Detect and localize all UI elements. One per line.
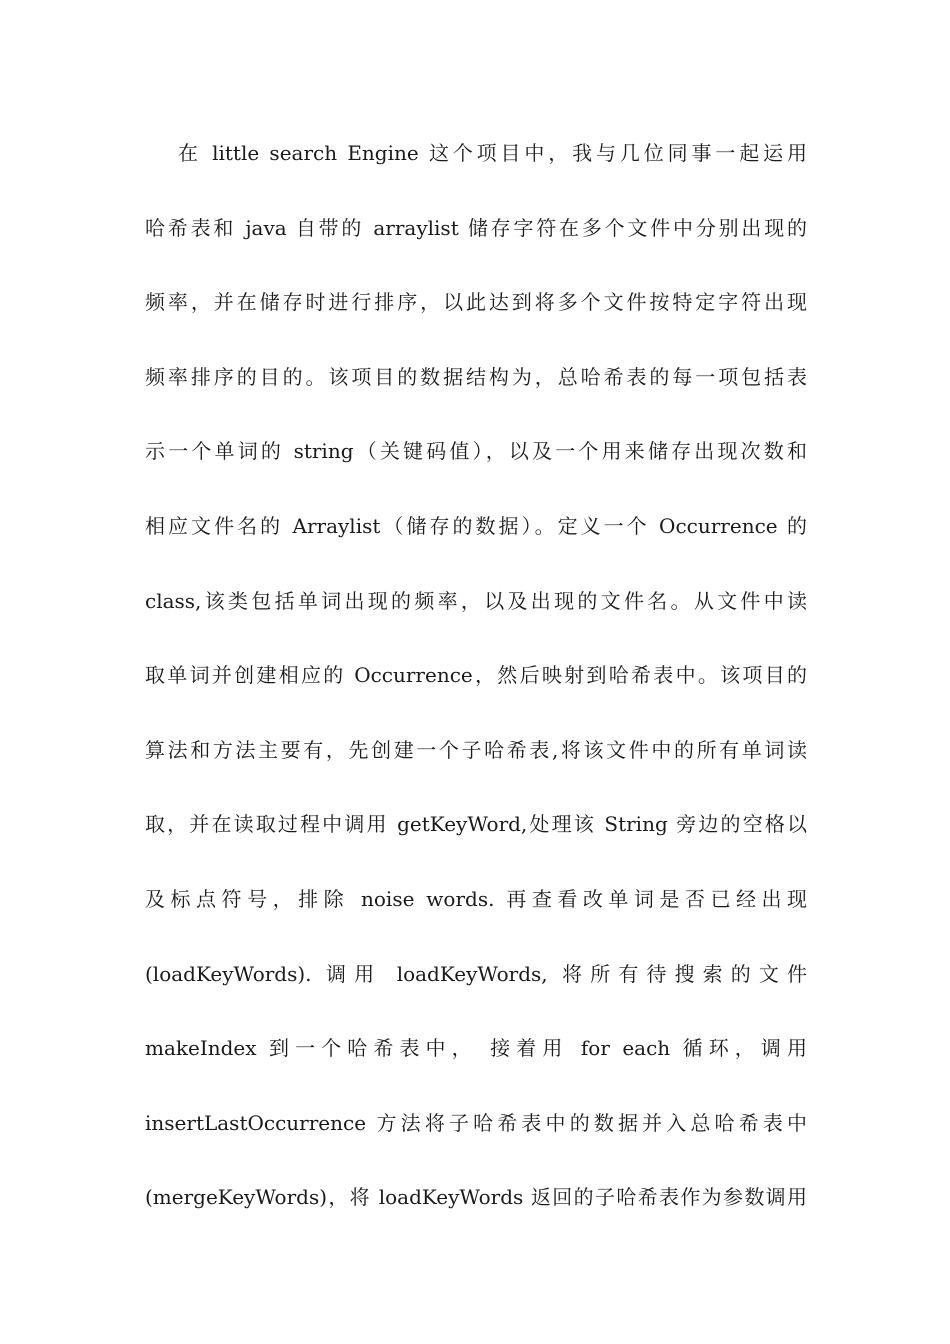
text-line: 频率，并在储存时进行排序，以此达到将多个文件按特定字符出现 [145, 290, 807, 315]
text-line: 频率排序的目的。该项目的数据结构为，总哈希表的每一项包括表 [145, 364, 807, 389]
text-line: (loadKeyWords). 调用 loadKeyWords, 将所有待搜索的文件 [145, 961, 807, 986]
body-paragraph [145, 133, 807, 1252]
text-line: 及标点符号，排除 noise words. 再查看改单词是否已经出现 [145, 886, 807, 911]
text-line: 示一个单词的 string（关键码值），以及一个用来储存出现次数和 [145, 439, 807, 464]
text-line: 相应文件名的 Arraylist（储存的数据）。定义一个 Occurrence 的 [145, 513, 807, 538]
text-line: insertLastOccurrence 方法将子哈希表中的数据并入总哈希表中 [145, 1110, 807, 1135]
text-line: 在 little search Engine 这个项目中，我与几位同事一起运用 [178, 141, 807, 165]
text-line: 哈希表和 java 自带的 arraylist 储存字符在多个文件中分别出现的 [145, 215, 807, 240]
text-line: class,该类包括单词出现的频率，以及出现的文件名。从文件中读 [145, 588, 807, 613]
text-line: makeIndex 到一个哈希表中， 接着用 for each 循环，调用 [145, 1036, 807, 1061]
text-line: (mergeKeyWords)，将 loadKeyWords 返回的子哈希表作为参数调用 [145, 1185, 807, 1210]
text-line: 取单词并创建相应的 Occurrence，然后映射到哈希表中。该项目的 [145, 663, 807, 688]
text-line: 算法和方法主要有，先创建一个子哈希表,将该文件中的所有单词读 [145, 737, 807, 762]
text-line: 取，并在读取过程中调用 getKeyWord,处理该 String 旁边的空格以 [145, 812, 807, 837]
